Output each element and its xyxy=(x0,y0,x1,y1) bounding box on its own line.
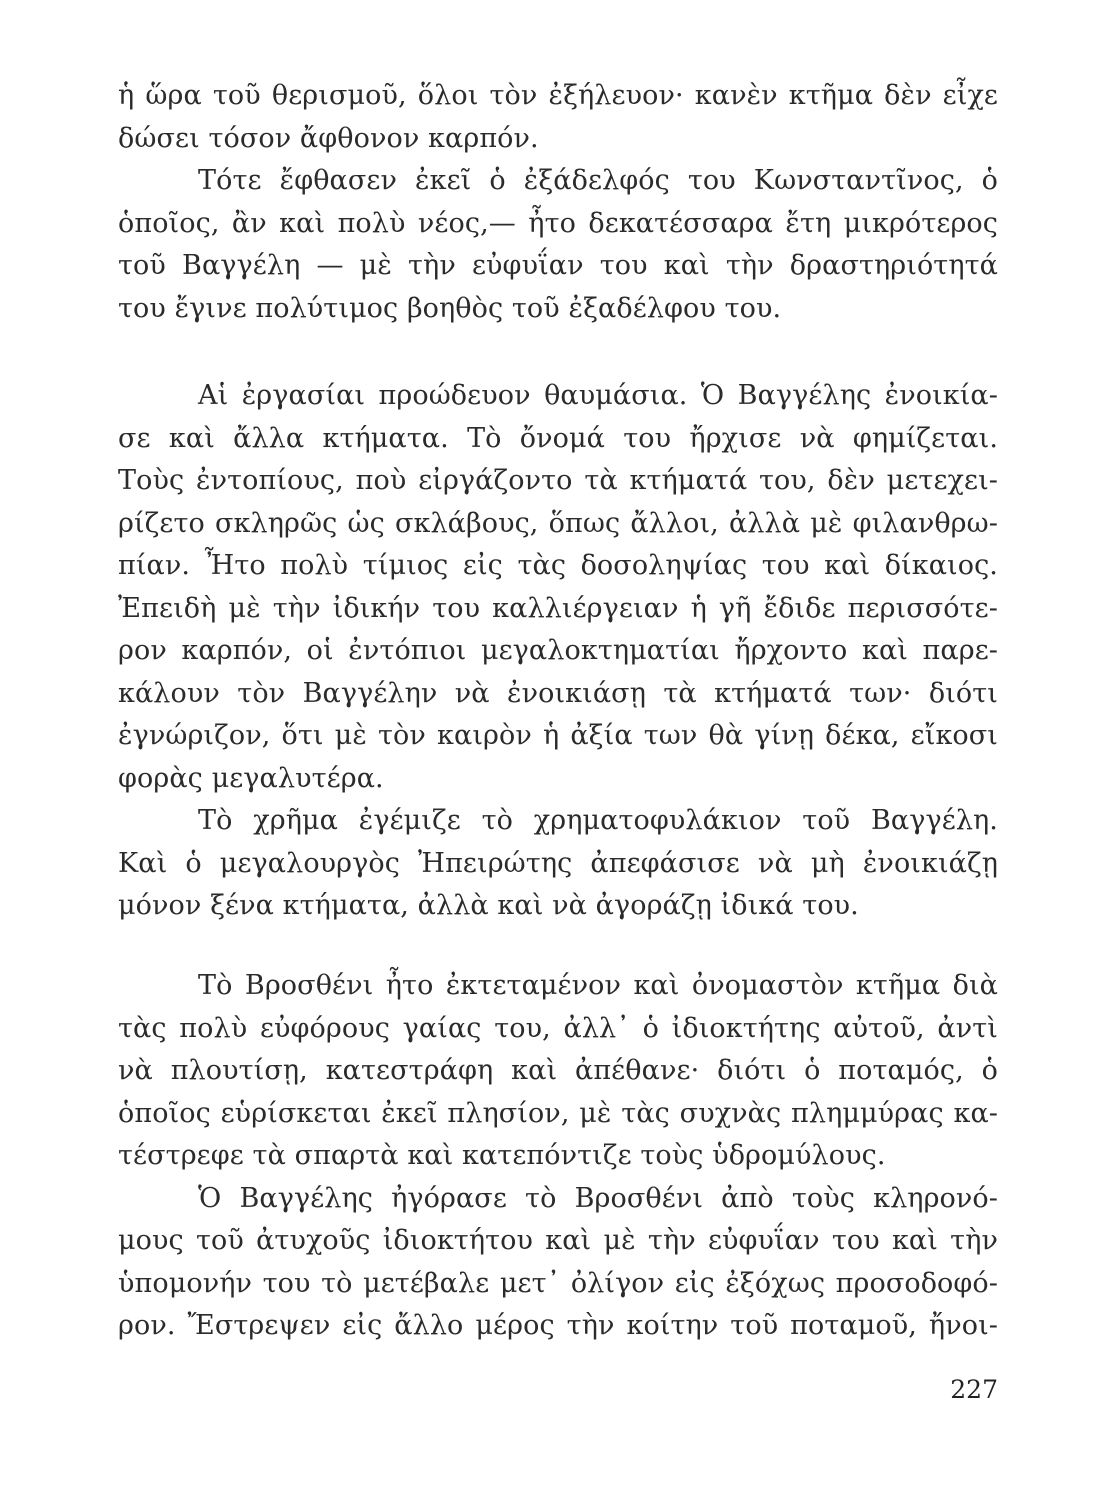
text-line: δώσει τόσον ἄφθονον καρπόν. xyxy=(118,122,539,154)
text-line: κάλουν τὸν Βαγγέλην νὰ ἐνοικιάσῃ τὰ κτήματά των· διότι xyxy=(118,677,998,709)
text-line: τέστρεφε τὰ σπαρτὰ καὶ κατεπόντιζε τοὺς ὑδρομύλους. xyxy=(118,1140,886,1171)
text-line: Τὸ χρῆμα ἐγέμιζε τὸ χρηματοφυλάκιον τοῦ Βαγγέλη. xyxy=(198,805,998,836)
paragraph-1 xyxy=(118,75,998,160)
text-line: φορὰς μεγαλυτέρα. xyxy=(118,762,384,794)
text-line: Τοὺς ἐντοπίους, ποὺ εἰργάζοντο τὰ κτήματά του, δὲν μετεχει- xyxy=(118,465,998,496)
text-line: ἡ ὥρα τοῦ θερισμοῦ, ὅλοι τὸν ἐξήλευον· κανὲν κτῆμα δὲν εἶχε xyxy=(118,80,998,111)
text-line: πίαν. Ἦτο πολὺ τίμιος εἰς τὰς δοσοληψίας του καὶ δίκαιος. xyxy=(118,550,998,581)
text-line: Τότε ἔφθασεν ἐκεῖ ὁ ἐξάδελφός του Κωνσταντῖνος, ὁ xyxy=(198,165,998,196)
text-line: Αἱ ἐργασίαι προώδευον θαυμάσια. Ὁ Βαγγέλης ἐνοικία- xyxy=(198,380,998,411)
text-line: τὰς πολὺ εὐφόρους γαίας του, ἀλλ᾽ ὁ ἰδιοκτήτης αὐτοῦ, ἀντὶ xyxy=(118,1012,998,1044)
text-line: Τὸ Βροσθένι ἦτο ἐκτεταμένον καὶ ὀνομαστὸν κτῆμα διὰ xyxy=(198,970,998,1001)
text-line: Ἐπειδὴ μὲ τὴν ἰδικήν του καλλιέργειαν ἡ γῆ ἔδιδε περισσότε- xyxy=(118,592,998,624)
text-section-1 xyxy=(118,75,998,330)
text-line: ρον καρπόν, οἱ ἐντόπιοι μεγαλοκτηματίαι ἤρχοντο καὶ παρε- xyxy=(118,635,998,666)
paragraph-2 xyxy=(118,160,998,330)
text-line: Ὁ Βαγγέλης ἠγόρασε τὸ Βροσθένι ἀπὸ τοὺς κληρονό- xyxy=(198,1182,998,1214)
paragraph-5 xyxy=(118,965,998,1178)
text-line: νὰ πλουτίσῃ, κατεστράφη καὶ ἀπέθανε· διότι ὁ ποταμός, ὁ xyxy=(118,1055,998,1086)
text-section-2 xyxy=(118,375,998,928)
text-line: μους τοῦ ἀτυχοῦς ἰδιοκτήτου καὶ μὲ τὴν εὐφυΐαν του καὶ τὴν xyxy=(118,1225,998,1256)
text-section-3 xyxy=(118,965,998,1348)
text-line: Καὶ ὁ μεγαλουργὸς Ἠπειρώτης ἀπεφάσισε νὰ μὴ ἐνοικιάζῃ xyxy=(118,847,998,879)
paragraph-3 xyxy=(118,375,998,800)
page-number: 227 xyxy=(950,1375,998,1404)
text-line: ὁποῖος, ἂν καὶ πολὺ νέος,— ἦτο δεκατέσσαρα ἔτη μικρότερος xyxy=(118,207,998,239)
text-line: ρον. Ἔστρεψεν εἰς ἄλλο μέρος τὴν κοίτην τοῦ ποταμοῦ, ἤνοι- xyxy=(118,1310,998,1341)
text-line: τοῦ Βαγγέλη — μὲ τὴν εὐφυΐαν του καὶ τὴν δραστηριότητά xyxy=(118,250,998,281)
text-line: ὑπομονήν του τὸ μετέβαλε μετ᾽ ὀλίγον εἰς ἐξόχως προσοδοφό- xyxy=(118,1267,998,1299)
text-line: σε καὶ ἄλλα κτήματα. Τὸ ὄνομά του ἤρχισε νὰ φημίζεται. xyxy=(118,422,998,454)
paragraph-6 xyxy=(118,1178,998,1348)
text-line: ὁποῖος εὑρίσκεται ἐκεῖ πλησίον, μὲ τὰς συχνὰς πλημμύρας κα- xyxy=(118,1097,998,1129)
text-line: ἐγνώριζον, ὅτι μὲ τὸν καιρὸν ἡ ἀξία των θὰ γίνῃ δέκα, εἴκοσι xyxy=(118,720,998,751)
text-line: του ἔγινε πολύτιμος βοηθὸς τοῦ ἐξαδέλφου του. xyxy=(118,292,782,324)
text-line: μόνον ξένα κτήματα, ἀλλὰ καὶ νὰ ἀγοράζῃ ἰδικά του. xyxy=(118,890,859,921)
text-line: ρίζετο σκληρῶς ὡς σκλάβους, ὅπως ἄλλοι, ἀλλὰ μὲ φιλανθρω- xyxy=(118,507,998,539)
paragraph-4 xyxy=(118,800,998,928)
